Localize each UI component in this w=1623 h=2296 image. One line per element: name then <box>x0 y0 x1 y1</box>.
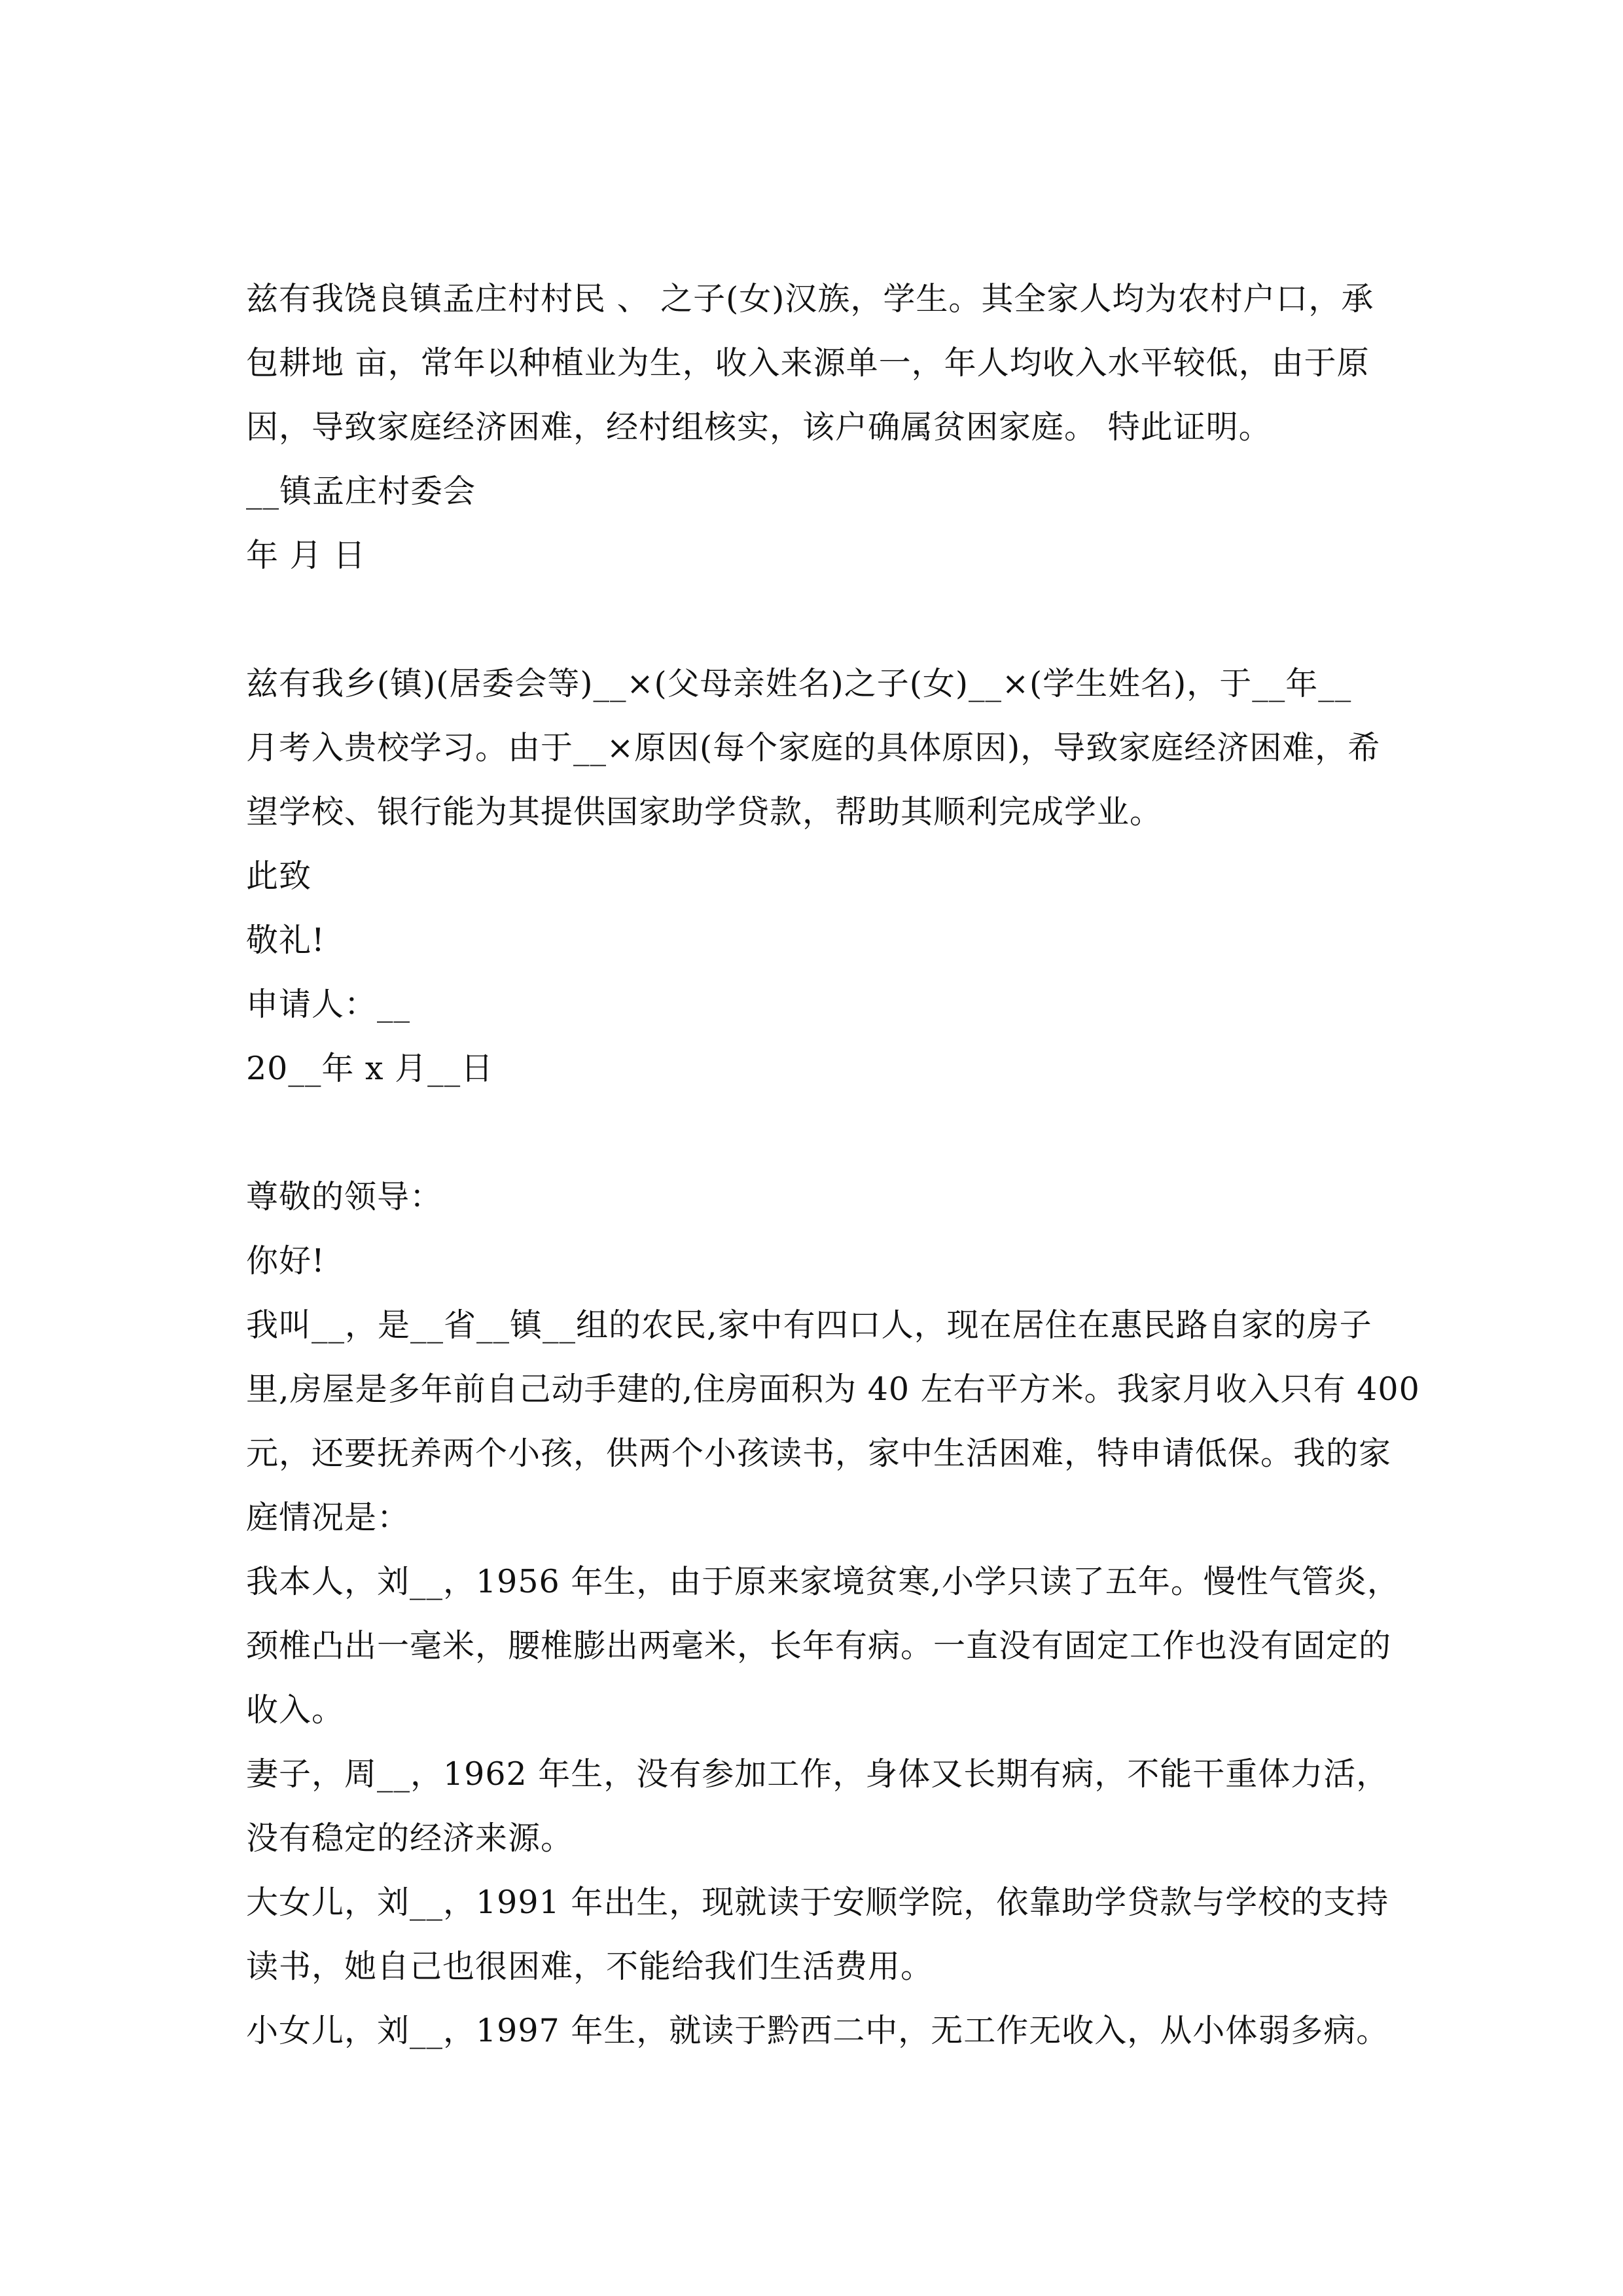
document-page <box>246 267 1420 2063</box>
date-line: 年 月 日 <box>246 537 366 574</box>
paragraph-line: 兹有我乡(镇)(居委会等)__×(父母亲姓名)之子(女)__×(学生姓名)，于__年__ <box>246 665 1352 702</box>
paragraph-line: 望学校、银行能为其提供国家助学贷款，帮助其顺利完成学业。 <box>246 793 1163 831</box>
paragraph-line: 颈椎凸出一毫米，腰椎膨出两毫米，长年有病。一直没有固定工作也没有固定的 <box>246 1627 1392 1664</box>
paragraph-line: 我本人，刘__，1956 年生，由于原来家境贫寒,小学只读了五年。慢性气管炎， <box>246 1563 1400 1600</box>
paragraph-line: 里,房屋是多年前自己动手建的,住房面积为 40 左右平方米。我家月收入只有 400 <box>246 1371 1420 1408</box>
closing-line: 敬礼! <box>246 922 325 959</box>
closing-line: 此致 <box>246 857 312 895</box>
signature-line: __镇孟庄村委会 <box>246 473 476 510</box>
paragraph-line: 收入。 <box>246 1691 345 1729</box>
paragraph-line: 小女儿，刘__，1997 年生，就读于黔西二中，无工作无收入，从小体弱多病。 <box>246 2012 1389 2049</box>
paragraph-line: 元，还要抚养两个小孩，供两个小孩读书，家中生活困难，特申请低保。我的家 <box>246 1435 1392 1472</box>
section-spacer <box>246 588 1385 652</box>
paragraph-line: 妻子，周__，1962 年生，没有参加工作，身体又长期有病，不能干重体力活， <box>246 1755 1389 1793</box>
application-letter-section <box>246 1165 1420 2063</box>
paragraph-line: 没有稳定的经济来源。 <box>246 1820 574 1857</box>
date-line: 20__年 x 月__日 <box>246 1050 494 1087</box>
salutation-line: 尊敬的领导： <box>246 1178 443 1215</box>
paragraph-line: 兹有我饶良镇孟庄村村民 、 之子(女)汉族，学生。其全家人均为农村户口，承 <box>246 280 1374 317</box>
greeting-line: 你好! <box>246 1242 325 1280</box>
certificate-section <box>246 267 1385 588</box>
paragraph-line: 庭情况是： <box>246 1499 410 1536</box>
paragraph-line: 大女儿，刘__，1991 年出生，现就读于安顺学院，依靠助学贷款与学校的支持 <box>246 1884 1389 1921</box>
paragraph-line: 包耕地 亩，常年以种植业为生，收入来源单一，年人均收入水平较低，由于原 <box>246 344 1370 382</box>
section-spacer <box>246 1101 1385 1165</box>
paragraph-line: 读书，她自己也很困难，不能给我们生活费用。 <box>246 1948 934 1985</box>
paragraph-line: 我叫__，是__省__镇__组的农民,家中有四口人，现在居住在惠民路自家的房子 <box>246 1306 1372 1344</box>
applicant-line: 申请人：__ <box>246 986 411 1023</box>
paragraph-line: 月考入贵校学习。由于__×原因(每个家庭的具体原因)，导致家庭经济困难，希 <box>246 729 1381 766</box>
loan-certificate-section <box>246 652 1385 1101</box>
paragraph-line: 因，导致家庭经济困难，经村组核实，该户确属贫困家庭。 特此证明。 <box>246 408 1272 446</box>
